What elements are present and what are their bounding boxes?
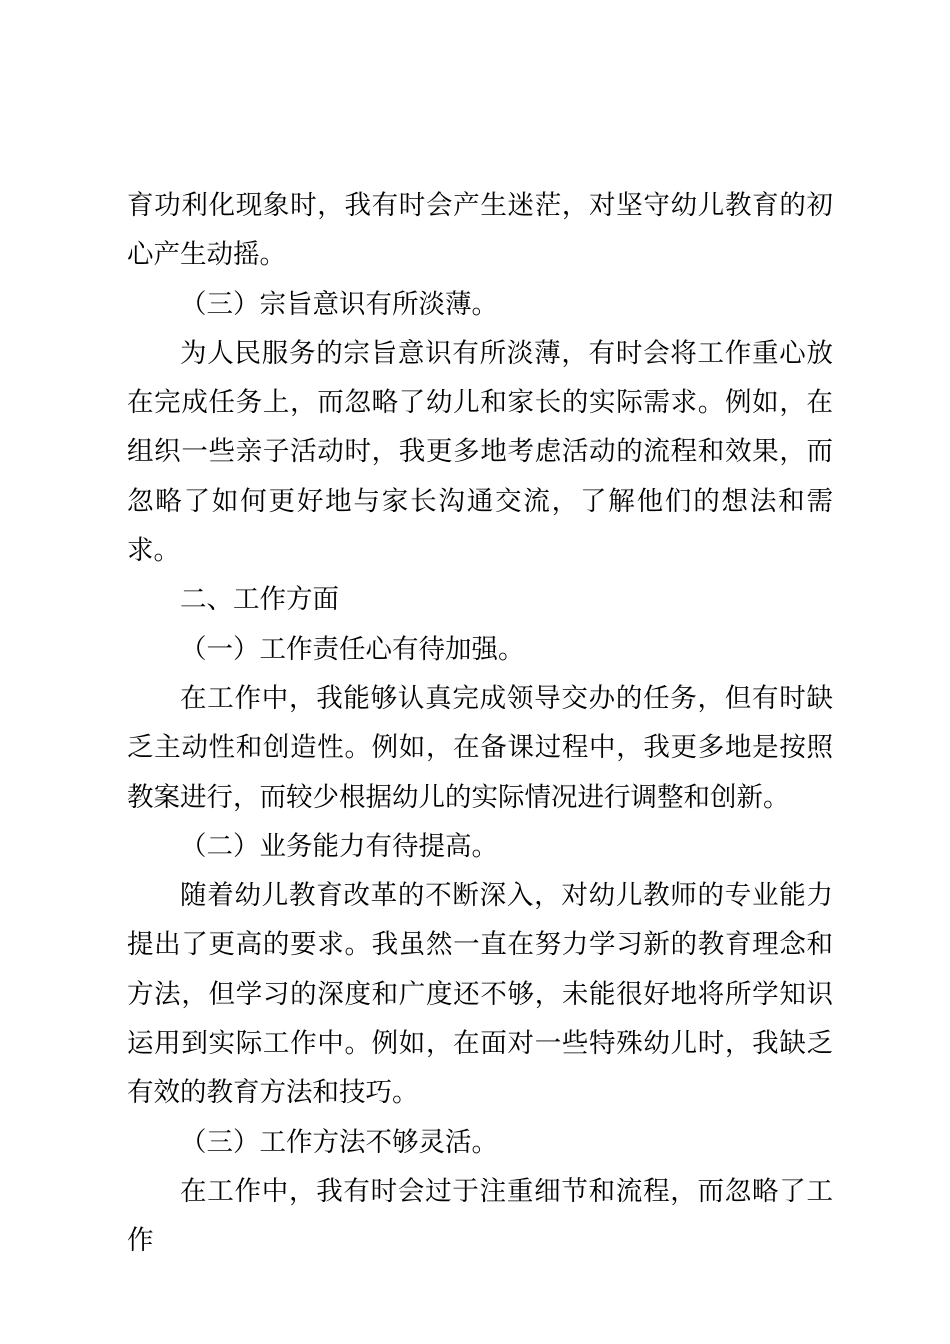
paragraph-responsibility: 在工作中，我能够认真完成领导交办的任务，但有时缺乏主动性和创造性。例如，在备课过程中，我更多地是按照教案进行，而较少根据幼儿的实际情况进行调整和创新。 xyxy=(127,682,833,813)
document-body xyxy=(127,181,833,1266)
subheading-professional-ability: （二）业务能力有待提高。 xyxy=(180,830,498,862)
subheading-work-methods: （三）工作方法不够灵活。 xyxy=(180,1126,498,1158)
section-heading-work: 二、工作方面 xyxy=(180,584,339,616)
paragraph-purpose-awareness: 为人民服务的宗旨意识有所淡薄，有时会将工作重心放在完成任务上，而忽略了幼儿和家长的实际需求。例如，在组织一些亲子活动时，我更多地考虑活动的流程和效果，而忽略了如何更好地与家长沟通交流，了解他们的想法和需求。 xyxy=(127,337,833,567)
paragraph-professional-ability: 随着幼儿教育改革的不断深入，对幼儿教师的专业能力提出了更高的要求。我虽然一直在努力学习新的教育理念和方法，但学习的深度和广度还不够，未能很好地将所学知识运用到实际工作中。例如，在面对一些特殊幼儿时，我缺乏有效的教育方法和技巧。 xyxy=(127,880,833,1109)
paragraph-continuation: 育功利化现象时，我有时会产生迷茫，对坚守幼儿教育的初心产生动摇。 xyxy=(127,190,833,271)
subheading-responsibility: （一）工作责任心有待加强。 xyxy=(180,633,525,665)
paragraph-work-methods: 在工作中，我有时会过于注重细节和流程，而忽略了工作 xyxy=(127,1175,833,1257)
subheading-purpose-awareness: （三）宗旨意识有所淡薄。 xyxy=(180,288,498,320)
